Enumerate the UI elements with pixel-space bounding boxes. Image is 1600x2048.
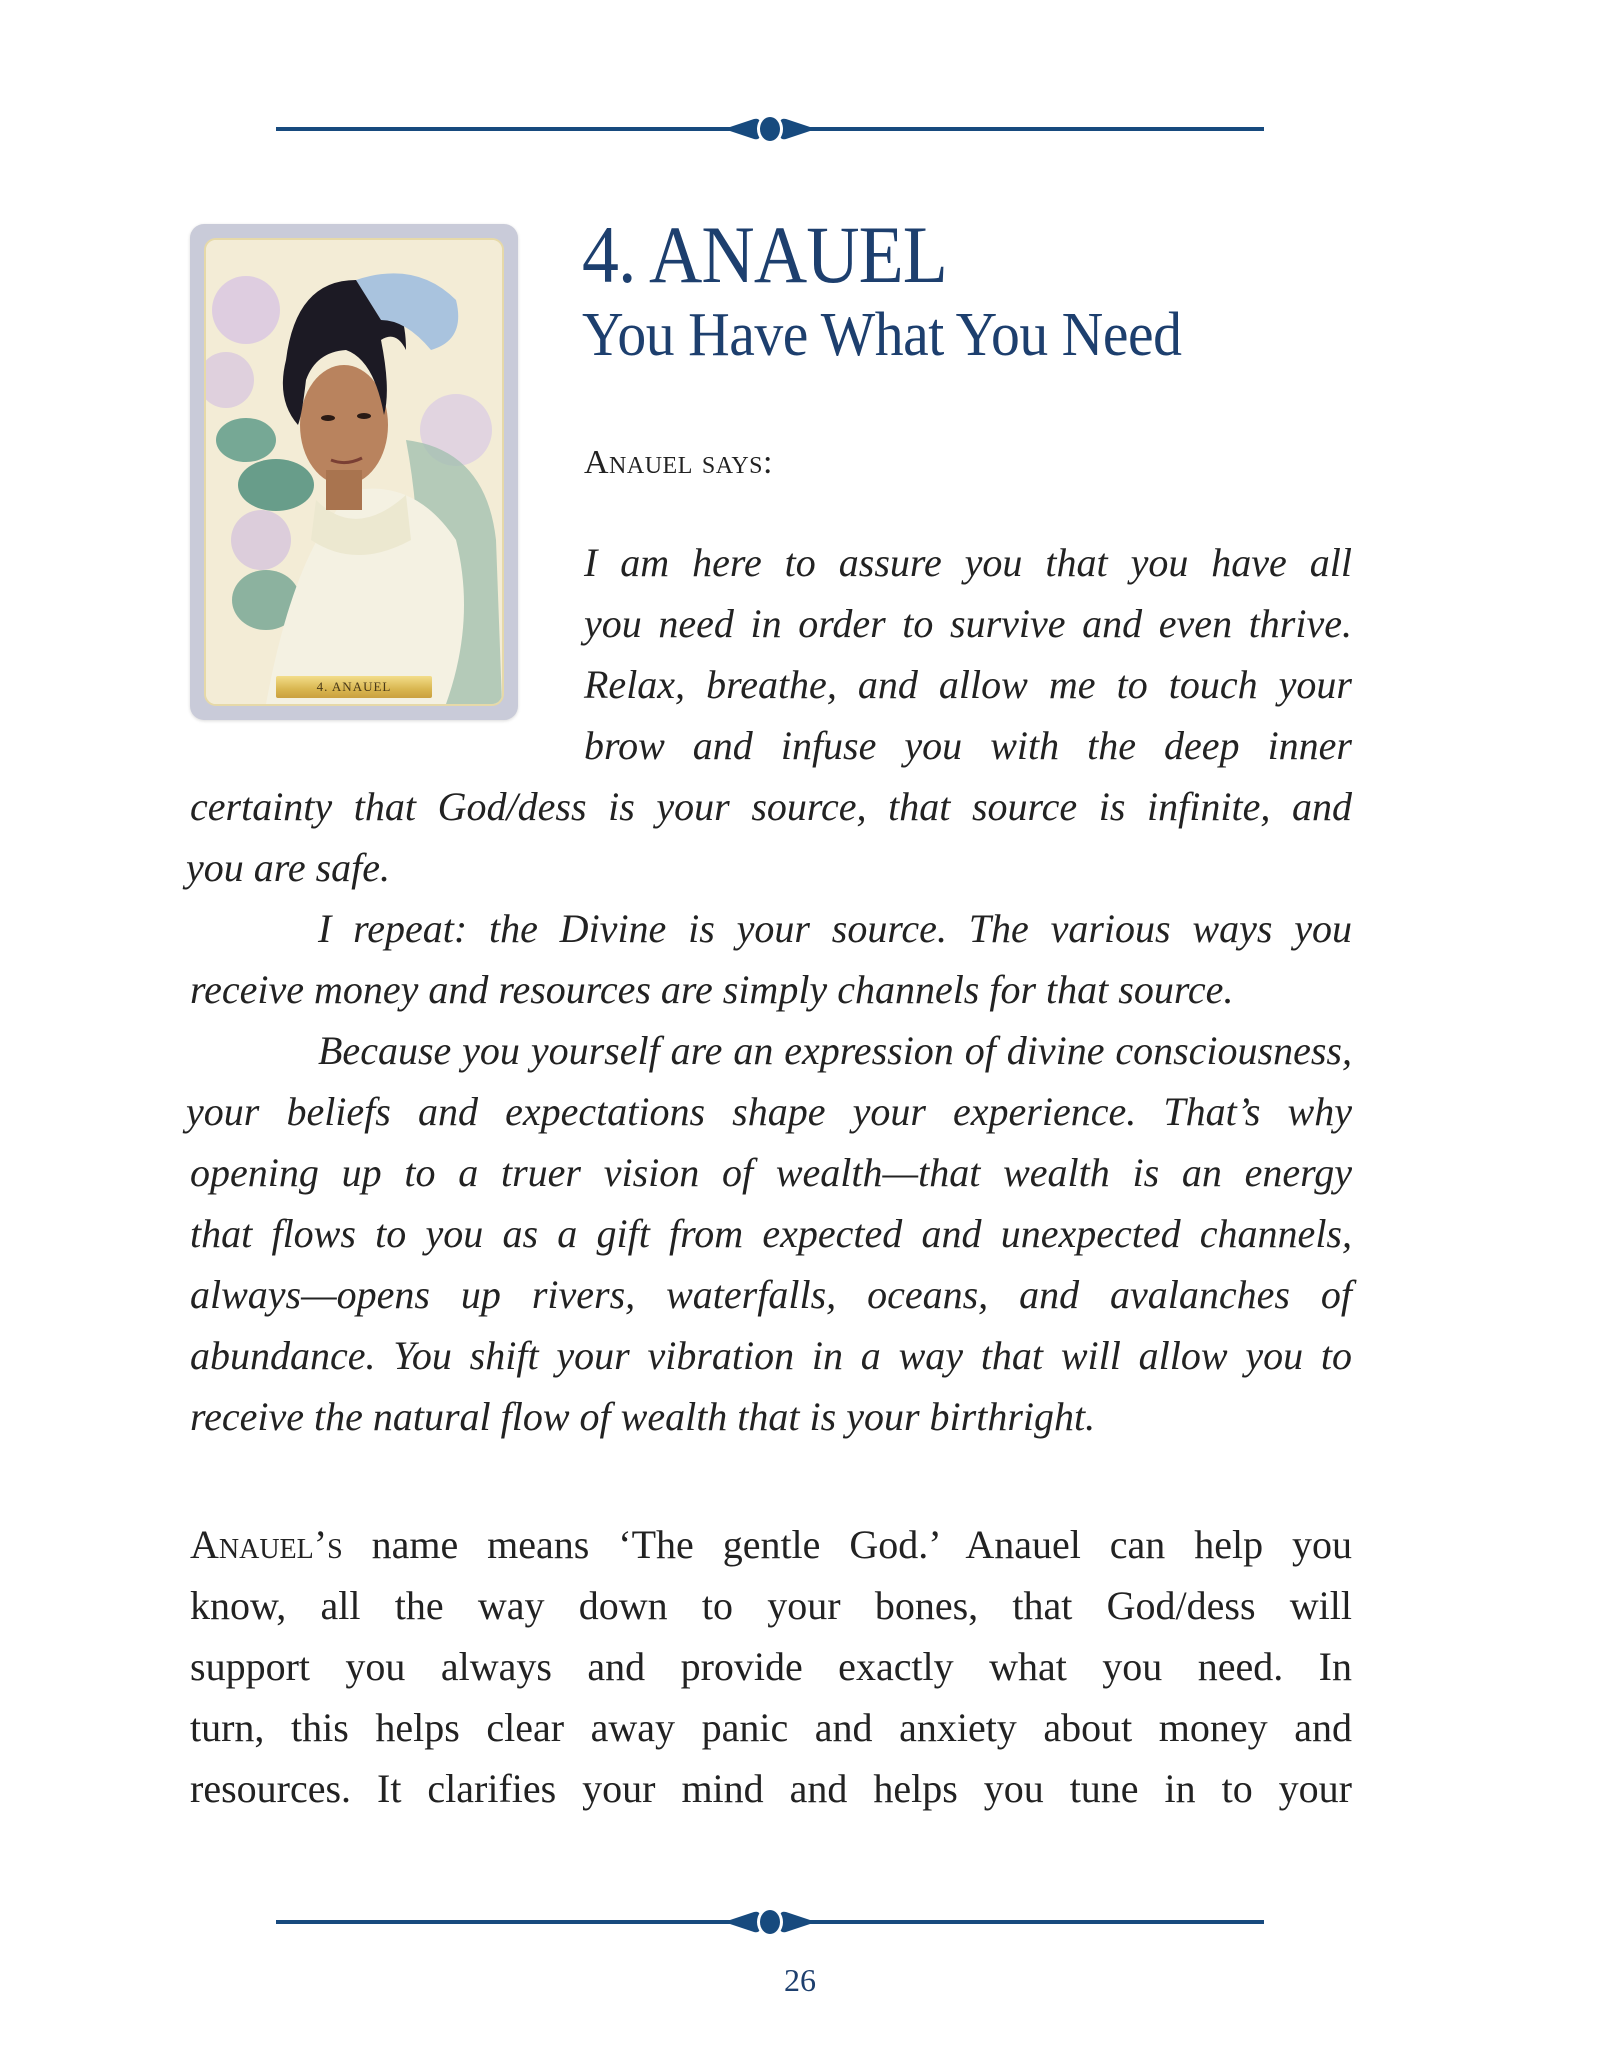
message-line: I am here to assure you that you have all <box>584 540 1352 585</box>
ornament-divider-icon <box>276 109 1264 149</box>
message-intro: Anauel says: <box>584 444 773 481</box>
message-line: receive the natural flow of wealth that is your birthright. <box>190 1394 1096 1439</box>
chapter-subtitle: You Have What You Need <box>582 301 1182 369</box>
card-artwork <box>204 238 504 706</box>
message-line: opening up to a truer vision of wealth—that wealth is an energy <box>190 1150 1352 1195</box>
card-name-plate: 4. ANAUEL <box>276 676 432 698</box>
message-line: always—opens up rivers, waterfalls, oceans, and avalanches of <box>190 1272 1352 1317</box>
message-line: you are safe. <box>186 845 391 890</box>
message-line: Because you yourself are an expression of divine consciousness, <box>318 1028 1352 1073</box>
description-line <box>190 1520 1352 1570</box>
bottom-ornament-divider <box>276 1902 1264 1942</box>
angel-card <box>190 224 518 720</box>
message-line: brow and infuse you with the deep inner <box>584 723 1352 768</box>
description-line: support you always and provide exactly what you need. In <box>190 1644 1352 1689</box>
message-line: certainty that God/dess is your source, that source is infinite, and <box>190 784 1352 829</box>
message-line: you need in order to survive and even thrive. <box>584 601 1352 646</box>
description-line: resources. It clarifies your mind and helps you tune in to your <box>190 1766 1352 1811</box>
angel-name-smallcaps: Anauel’s <box>190 1522 343 1567</box>
message-line: that flows to you as a gift from expected and unexpected channels, <box>190 1211 1352 1256</box>
message-line: Relax, breathe, and allow me to touch your <box>584 662 1352 707</box>
message-line: I repeat: the Divine is your source. The various ways you <box>318 906 1352 951</box>
description-line: know, all the way down to your bones, that God/dess will <box>190 1583 1352 1628</box>
description-line: turn, this helps clear away panic and anxiety about money and <box>190 1705 1352 1750</box>
ornament-divider-icon <box>276 1902 1264 1942</box>
angel-portrait-icon <box>206 240 502 704</box>
message-line: receive money and resources are simply channels for that source. <box>190 967 1234 1012</box>
description-text: name means ‘The gentle God.’ Anauel can help you <box>342 1522 1352 1567</box>
message-line: your beliefs and expectations shape your experience. That’s why <box>186 1089 1352 1134</box>
chapter-title: 4. ANAUEL <box>582 209 947 300</box>
message-line: abundance. You shift your vibration in a way that will allow you to <box>190 1333 1352 1378</box>
top-ornament-divider <box>276 109 1264 149</box>
page-number: 26 <box>784 1962 816 1998</box>
